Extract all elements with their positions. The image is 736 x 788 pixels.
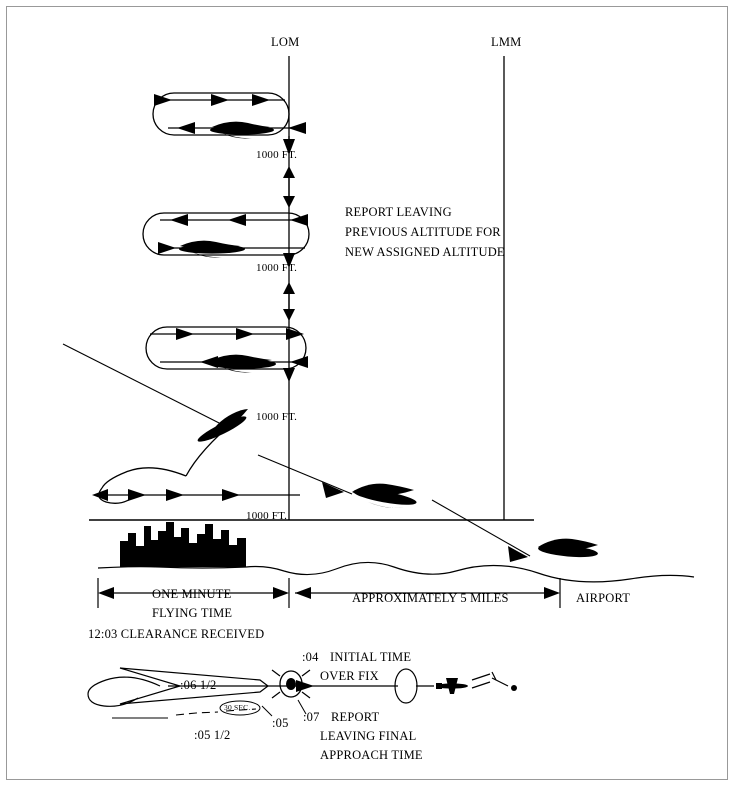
procedure-turn-track xyxy=(92,409,300,503)
leader-line-left xyxy=(63,344,229,428)
timing-report-final-line3: APPROACH TIME xyxy=(320,748,423,762)
dimension-label-five-miles: APPROXIMATELY 5 MILES xyxy=(352,591,509,605)
altitude-label-4: 1000 FT. xyxy=(246,510,288,522)
aircraft-planview xyxy=(436,678,468,694)
aircraft-silhouette-3 xyxy=(210,355,276,373)
descent-arrow-1 xyxy=(283,166,295,208)
timing-mark-07: :07 xyxy=(303,710,320,724)
timing-report-final-line2: LEAVING FINAL xyxy=(320,729,417,743)
holding-pattern-middle xyxy=(143,213,309,268)
descent-arrow-2 xyxy=(283,282,295,321)
aircraft-silhouette-6 xyxy=(538,539,599,562)
note-report-leaving-line1: REPORT LEAVING xyxy=(345,205,452,219)
dimension-label-airport: AIRPORT xyxy=(576,591,631,605)
label-lmm: LMM xyxy=(491,35,522,49)
label-lom: LOM xyxy=(271,35,300,49)
aircraft-silhouette-4 xyxy=(196,409,249,445)
timing-initial-line1: INITIAL TIME xyxy=(330,650,412,664)
timing-mark-05: :05 xyxy=(272,716,289,730)
final-approach-track xyxy=(258,455,417,508)
timing-clearance-received: 12:03 CLEARANCE RECEIVED xyxy=(88,627,265,641)
note-report-leaving-line2: PREVIOUS ALTITUDE FOR xyxy=(345,225,501,239)
timing-mark-06-half: :06 1/2 xyxy=(180,678,217,692)
timing-initial-line2: OVER FIX xyxy=(320,669,379,683)
note-report-leaving-line3: NEW ASSIGNED ALTITUDE xyxy=(345,245,505,259)
holding-pattern-lower xyxy=(146,327,308,382)
dimension-label-one-minute-line1: ONE MINUTE xyxy=(152,587,232,601)
altitude-label-1: 1000 FT. xyxy=(256,149,298,161)
city-skyline xyxy=(120,522,246,567)
timing-mark-30-sec: 30 SEC. xyxy=(224,703,251,712)
timing-mark-04: :04 xyxy=(302,650,319,664)
aircraft-silhouette-1 xyxy=(210,122,274,139)
aircraft-silhouette-5 xyxy=(352,484,417,508)
holding-pattern-top xyxy=(153,93,306,155)
altitude-label-3: 1000 FT. xyxy=(256,411,298,423)
timing-mark-05-half: :05 1/2 xyxy=(194,728,231,742)
timing-report-final-line1: REPORT xyxy=(331,710,380,724)
altitude-label-2: 1000 FT. xyxy=(256,262,298,274)
airport-landing-track xyxy=(432,500,598,562)
dimension-label-one-minute-line2: FLYING TIME xyxy=(152,606,233,620)
